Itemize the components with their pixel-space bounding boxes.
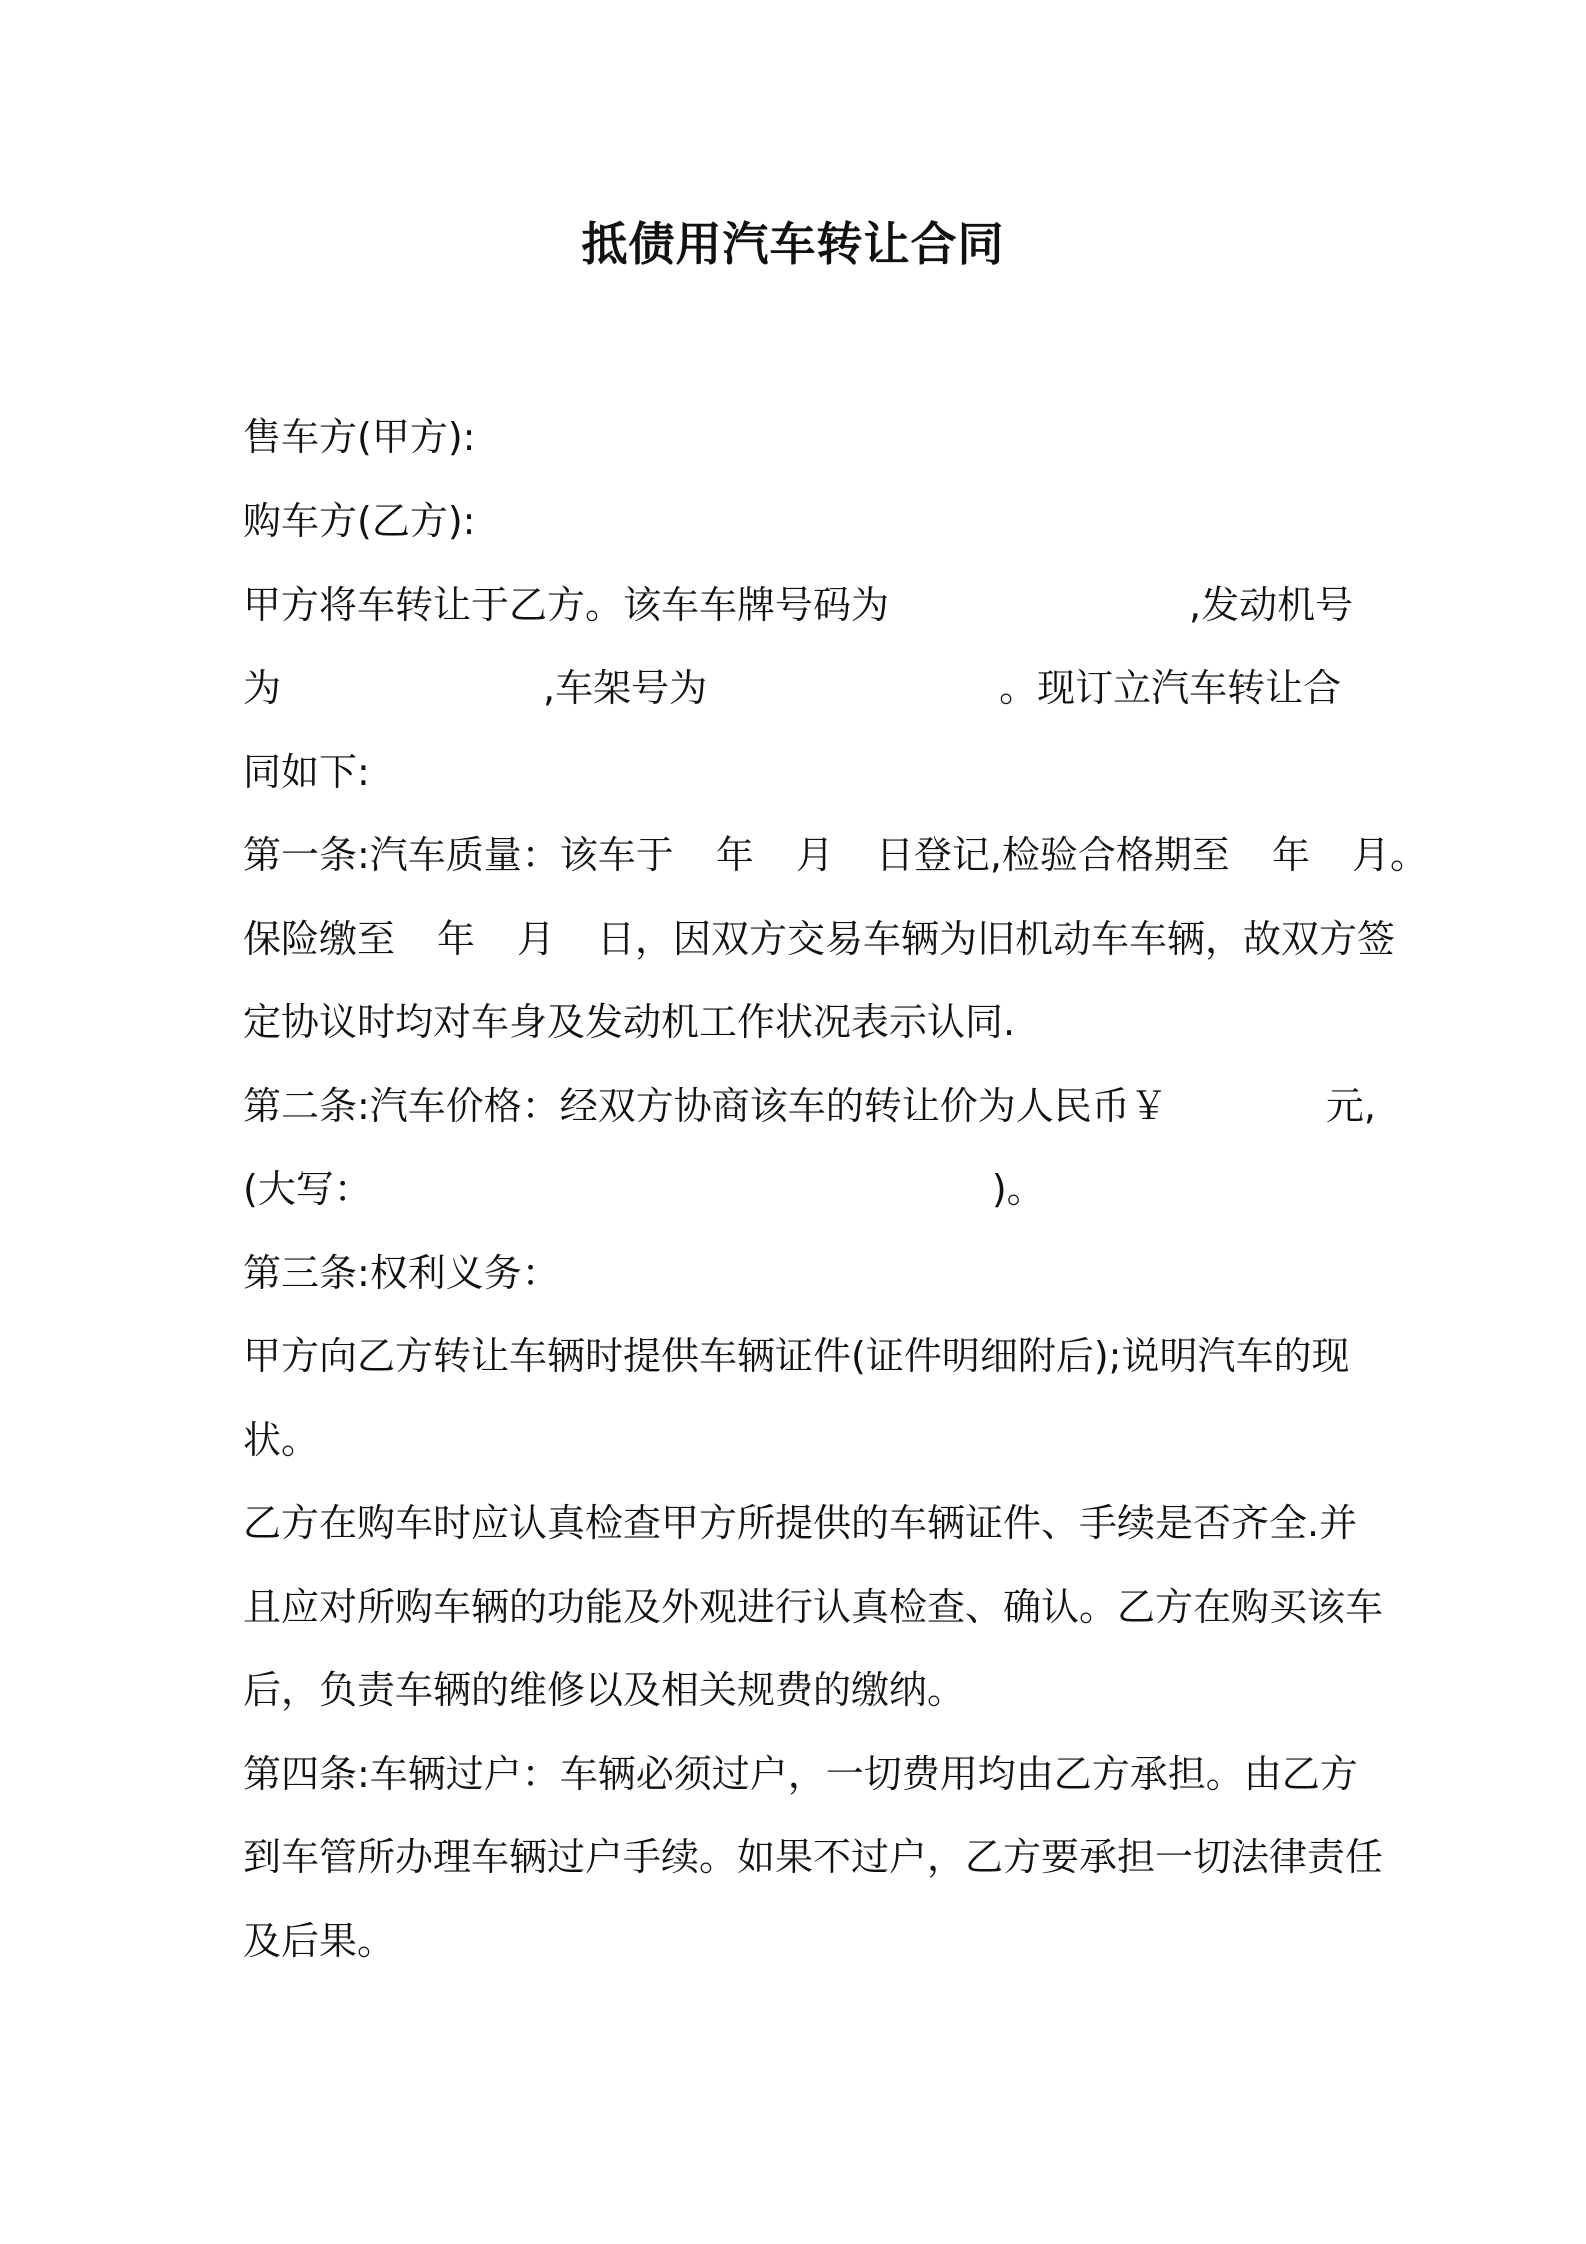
insurance-year: 年 [437,917,476,961]
vin-line [243,663,1341,713]
article-one-line [243,830,1428,880]
transfer-procedure-line: 到车管所办理车辆过户手续。如果不过户，乙方要承担一切法律责任 [243,1835,1384,1879]
price-in-words-label: (大写： [243,1167,372,1211]
price-in-words-close: )。 [991,1167,1045,1211]
registration-year: 年 [715,833,754,877]
buyer-obligation-line: 乙方在购车时应认真检查甲方所提供的车辆证件、手续是否齐全.并 [243,1501,1358,1545]
insurance-line [243,914,1395,964]
buyer-obligation-line-2: 且应对所购车辆的功能及外观进行认真检查、确认。乙方在购买该车 [243,1585,1384,1629]
price-in-words-line [243,1164,1045,1214]
plate-engine-line [243,580,1353,630]
registration-day-inspection-text: 日登记,检验合格期至 [875,833,1230,877]
price-unit: 元, [1325,1084,1376,1128]
insurance-month: 月 [517,917,556,961]
inspection-year: 年 [1271,833,1310,877]
article-two-price-text: 第二条:汽车价格：经双方协商该车的转让价为人民币￥ [243,1084,1168,1128]
seller-obligation-line-2: 状。 [243,1418,320,1462]
insurance-day-text: 日，因双方交易车辆为旧机动车车辆，故双方签 [597,917,1396,961]
buyer-line: 购车方(乙方): [243,499,476,543]
registration-month: 月 [795,833,834,877]
engine-number-text: ,发动机号 [1189,583,1354,627]
engine-number-continuation: 为 [243,666,282,710]
buyer-obligation-line-3: 后，负责车辆的维修以及相关规费的缴纳。 [243,1668,966,1712]
article-four-line: 第四条:车辆过户：车辆必须过户，一切费用均由乙方承担。由乙方 [243,1752,1358,1796]
condition-agreement-line: 定协议时均对车身及发动机工作状况表示认同. [243,1000,1016,1044]
document-title: 抵债用汽车转让合同 [581,217,1005,271]
contract-intro-text: 。现订立汽车转让合 [999,666,1342,710]
article-two-line [243,1081,1376,1131]
article-three-line: 第三条:权利义务： [243,1251,560,1295]
vin-text: ,车架号为 [543,666,708,710]
legal-consequence-line: 及后果。 [243,1919,396,1963]
plate-number-text: 甲方将车转让于乙方。该车车牌号码为 [243,583,890,627]
seller-line: 售车方(甲方): [243,415,476,459]
contract-intro-line: 同如下: [243,750,370,794]
seller-obligation-line: 甲方向乙方转让车辆时提供车辆证件(证件明细附后);说明汽车的现 [243,1334,1350,1378]
article-one-label: 第一条:汽车质量：该车于 [243,833,674,877]
inspection-month: 月。 [1351,833,1428,877]
insurance-label: 保险缴至 [243,917,396,961]
